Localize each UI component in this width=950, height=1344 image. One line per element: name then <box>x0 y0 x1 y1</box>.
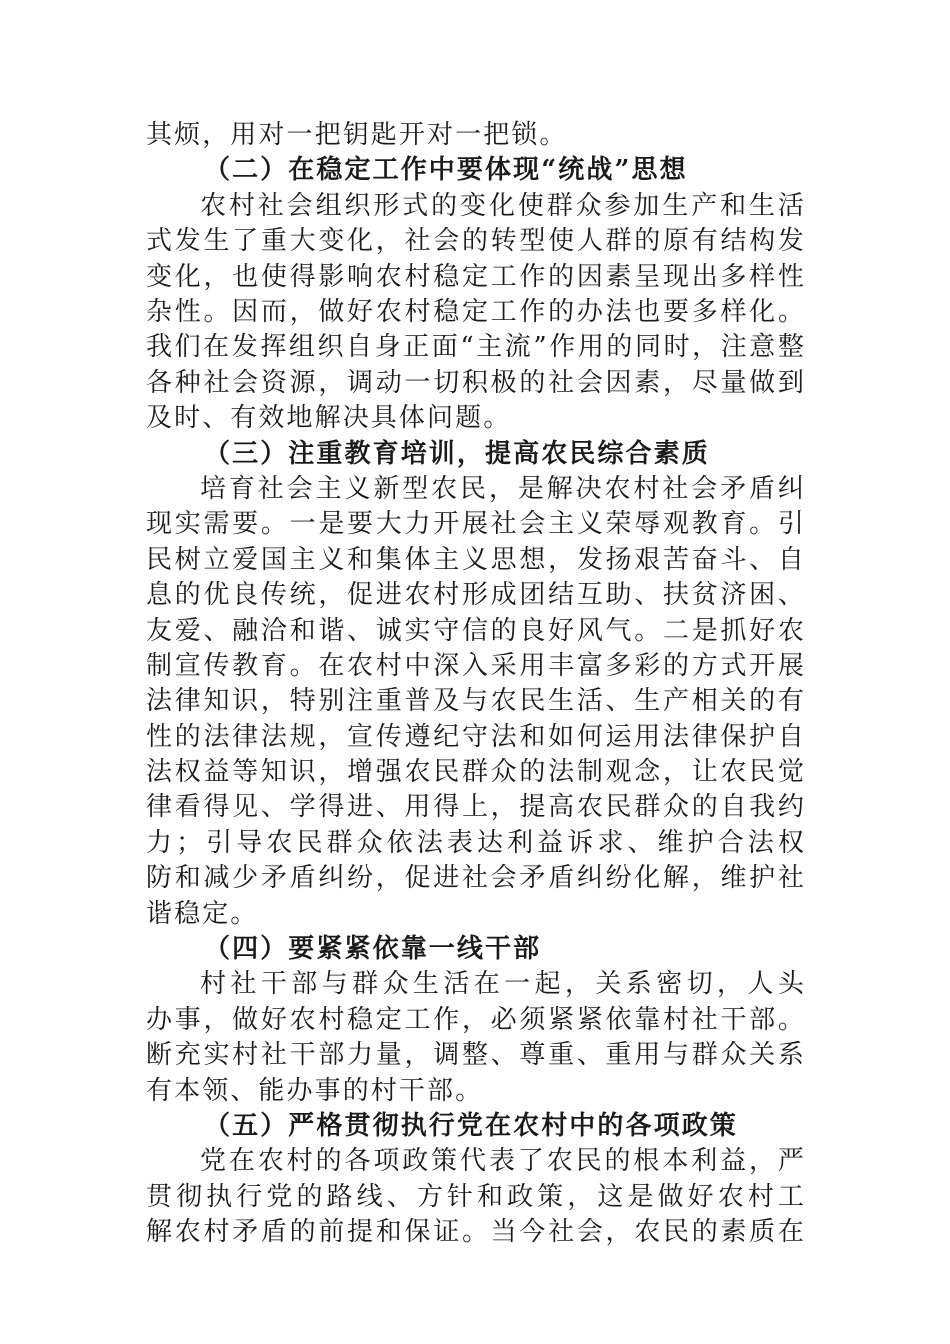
paragraph-first-line: 村社干部与群众生活在一起，关系密切，人头 <box>200 969 806 1000</box>
paragraph-last-line: 谐稳定。 <box>146 898 259 929</box>
body-text-line: 性的法律法规，宣传遵纪守法和如何运用法律保护自 <box>146 721 806 752</box>
paragraph-first-line: 党在农村的各项政策代表了农民的根本利益，严 <box>200 1146 806 1177</box>
body-text-line: 解农村矛盾的前提和保证。当今社会，农民的素质在 <box>146 1217 806 1248</box>
paragraph-first-line: 农村社会组织形式的变化使群众参加生产和生活 <box>200 190 806 221</box>
body-text-line: 各种社会资源，调动一切积极的社会因素，尽量做到 <box>146 367 806 398</box>
paragraph-last-line: 及时、有效地解决具体问题。 <box>146 403 512 434</box>
body-text-line: 制宣传教育。在农村中深入采用丰富多彩的方式开展 <box>146 650 806 681</box>
section-heading: （四）要紧紧依靠一线干部 <box>204 934 542 965</box>
body-text-line: 民树立爱国主义和集体主义思想，发扬艰苦奋斗、自 <box>146 544 806 575</box>
body-text-line: 贯彻执行党的路线、方针和政策，这是做好农村工 <box>146 1181 806 1212</box>
document-body <box>146 118 806 1251</box>
body-text-line: 防和减少矛盾纠纷，促进社会矛盾纠纷化解，维护社 <box>146 863 806 894</box>
paragraph-last-line: 其烦，用对一把钥匙开对一把锁。 <box>146 120 568 150</box>
section-heading: （三）注重教育培训，提高农民综合素质 <box>204 438 710 469</box>
body-text-line: 杂性。因而，做好农村稳定工作的办法也要多样化。 <box>146 296 806 327</box>
section-heading: （二）在稳定工作中要体现“统战”思想 <box>204 155 688 186</box>
body-text-line: 息的优良传统，促进农村形成团结互助、扶贫济困、 <box>146 580 806 611</box>
body-text-line: 法律知识，特别注重普及与农民生活、生产相关的有 <box>146 686 806 717</box>
section-heading: （五）严格贯彻执行党在农村中的各项政策 <box>204 1111 738 1142</box>
paragraph-last-line: 有本领、能办事的村干部。 <box>146 1075 484 1106</box>
body-text-line: 变化，也使得影响农村稳定工作的因素呈现出多样性 <box>146 261 806 292</box>
body-text-line: 办事，做好农村稳定工作，必须紧紧依靠村社干部。 <box>146 1004 806 1035</box>
body-text-line: 现实需要。一是要大力开展社会主义荣辱观教育。引 <box>146 509 806 540</box>
body-text-line: 我们在发挥组织自身正面“主流”作用的同时，注意整 <box>146 332 806 363</box>
body-text-line: 法权益等知识，增强农民群众的法制观念，让农民觉 <box>146 757 806 788</box>
body-text-line: 友爱、融洽和谐、诚实守信的良好风气。二是抓好农 <box>146 615 806 646</box>
body-text-line: 式发生了重大变化，社会的转型使人群的原有结构发 <box>146 226 806 257</box>
paragraph-first-line: 培育社会主义新型农民，是解决农村社会矛盾纠 <box>200 473 806 504</box>
body-text-line: 律看得见、学得进、用得上，提高农民群众的自我约 <box>146 792 806 823</box>
body-text-line: 断充实村社干部力量，调整、尊重、重用与群众关系 <box>146 1040 806 1071</box>
body-text-line: 力；引导农民群众依法表达利益诉求、维护合法权 <box>146 827 806 858</box>
